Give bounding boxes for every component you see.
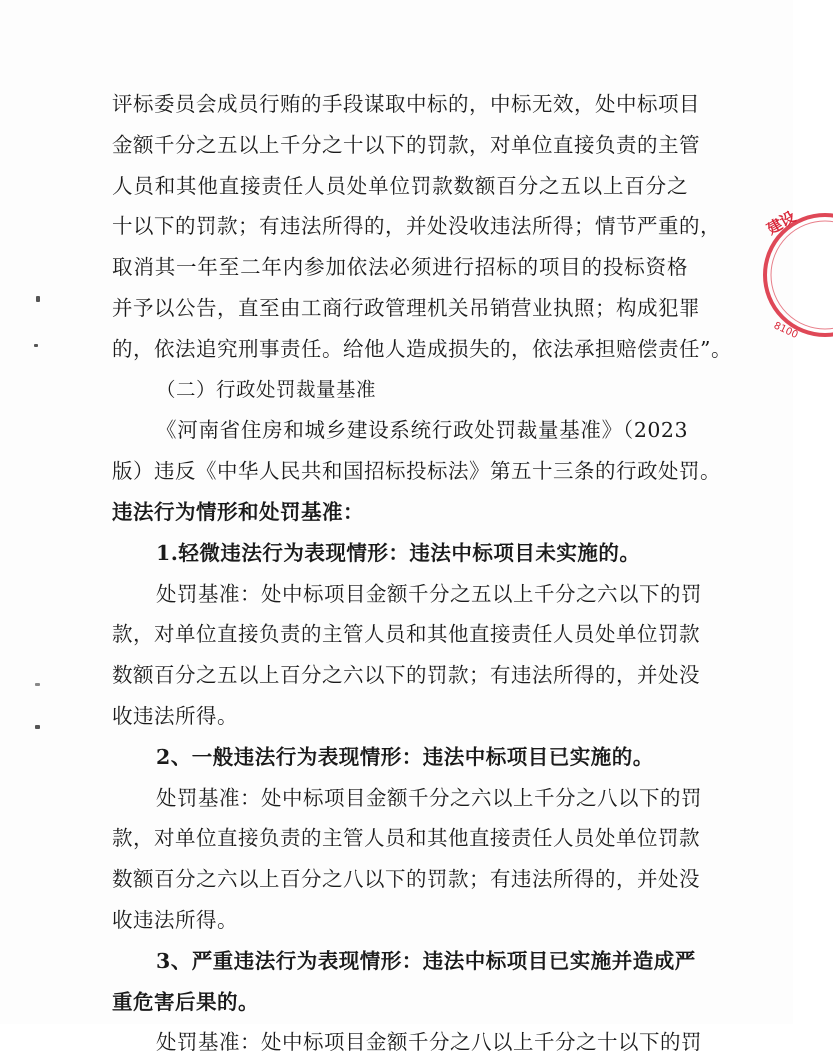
body-text xyxy=(112,84,732,1063)
paragraph-line: 收违法所得。 xyxy=(112,703,238,728)
paragraph-line: 人员和其他直接责任人员处单位罚款数额百分之五以上百分之 xyxy=(112,173,688,198)
scan-mark xyxy=(36,296,40,302)
paragraph-line: 款，对单位直接负责的主管人员和其他直接责任人员处单位罚款 xyxy=(112,826,700,851)
paragraph-line: 金额千分之五以上千分之十以下的罚款，对单位直接负责的主管 xyxy=(112,132,700,157)
paragraph-line: 数额百分之五以上百分之六以下的罚款；有违法所得的，并处没 xyxy=(112,663,700,688)
paragraph-line: 处罚基准：处中标项目金额千分之五以上千分之六以下的罚 xyxy=(156,581,702,606)
paragraph-line: 处罚基准：处中标项目金额千分之八以上千分之十以下的罚 xyxy=(156,1030,702,1055)
scan-mark xyxy=(35,683,40,686)
paragraph-line: 收违法所得。 xyxy=(112,907,238,932)
paragraph-line: 版）违反《中华人民共和国招标投标法》第五十三条的行政处罚。 xyxy=(112,459,721,484)
scan-mark xyxy=(35,725,40,729)
scan-mark xyxy=(34,344,38,347)
subheading-minor-violation: 1.轻微违法行为表现情形：违法中标项目未实施的。 xyxy=(156,540,641,565)
paragraph-line: 款，对单位直接负责的主管人员和其他直接责任人员处单位罚款 xyxy=(112,622,700,647)
paragraph-line: 违法行为情形和处罚基准： xyxy=(112,499,364,524)
paragraph-line: 评标委员会成员行贿的手段谋取中标的，中标无效，处中标项目 xyxy=(112,92,700,116)
paragraph-line: 十以下的罚款；有违法所得的，并处没收违法所得；情节严重的， xyxy=(112,214,721,239)
paragraph-line: 取消其一年至二年内参加依法必须进行招标的项目的投标资格 xyxy=(112,255,688,280)
paragraph-line: 处罚基准：处中标项目金额千分之六以上千分之八以下的罚 xyxy=(156,785,702,810)
paragraph-line: 的，依法追究刑事责任。给他人造成损失的，依法承担赔偿责任”。 xyxy=(112,336,732,361)
paragraph-line: 并予以公告，直至由工商行政管理机关吊销营业执照；构成犯罪 xyxy=(112,295,700,320)
seal-digits: 8100 xyxy=(771,320,800,342)
paragraph-line: 重危害后果的。 xyxy=(112,989,259,1014)
subheading-general-violation: 2、一般违法行为表现情形：违法中标项目已实施的。 xyxy=(156,744,654,769)
section-heading: （二）行政处罚裁量基准 xyxy=(156,377,377,401)
red-seal-stamp xyxy=(763,200,833,350)
subheading-serious-violation: 3、严重违法行为表现情形：违法中标项目已实施并造成严 xyxy=(156,948,696,973)
paragraph-line: 《河南省住房和城乡建设系统行政处罚裁量基准》（2023 xyxy=(156,418,688,443)
seal-characters: 建设 xyxy=(763,207,799,239)
paragraph-line: 数额百分之六以上百分之八以下的罚款；有违法所得的，并处没 xyxy=(112,867,700,892)
